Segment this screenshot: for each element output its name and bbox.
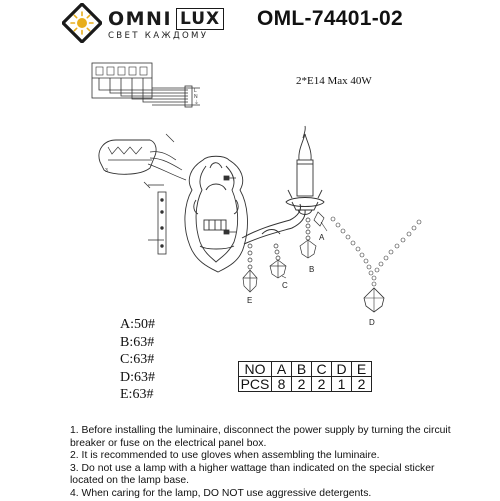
table-row — [239, 377, 372, 392]
note-item: 1. Before installing the luminaire, disconnect the power supply by turning the circuit breaker or fuse on the electrical panel box. — [70, 425, 451, 449]
table-cell: 2 — [312, 377, 332, 392]
svg-text:⏚: ⏚ — [194, 100, 200, 106]
material-item: A:50# — [120, 317, 155, 332]
crystal-material-list — [120, 316, 155, 404]
callout-c: C — [282, 281, 288, 290]
svg-text:L: L — [194, 88, 197, 94]
svg-text:3: 3 — [105, 168, 108, 174]
table-header-cell: C — [312, 362, 332, 377]
terminal-block-diagram — [92, 63, 200, 107]
assembly-drawing — [0, 50, 500, 380]
wall-bracket — [144, 182, 166, 254]
safety-notes — [70, 425, 470, 501]
note-item: 3. Do not use a lamp with a higher wattage than indicated on the special sticker located on the lamp base. — [70, 462, 435, 487]
callout-d: D — [369, 318, 375, 327]
table-cell: 2 — [352, 377, 372, 392]
model-number: OML-74401-02 — [257, 7, 403, 30]
material-item: B:63# — [120, 334, 155, 350]
diamond-sun-icon — [62, 3, 102, 43]
parts-quantity-table — [238, 361, 372, 392]
table-cell: 2 — [292, 377, 312, 392]
wiring-detail — [99, 134, 186, 180]
material-item: D:63# — [120, 369, 155, 385]
candle-bulb — [297, 126, 313, 196]
material-item: E:63# — [120, 387, 154, 402]
callout-b: B — [309, 265, 315, 274]
table-cell: 1 — [332, 377, 352, 392]
table-cell: 8 — [272, 377, 292, 392]
crystal-b — [300, 218, 316, 258]
table-header-cell: A — [272, 362, 292, 377]
table-header-row — [239, 362, 372, 377]
bulb-spec: 2*E14 Max 40W — [296, 75, 372, 87]
crystal-c — [270, 244, 286, 278]
svg-text:N: N — [194, 94, 198, 100]
brand-name — [108, 7, 224, 31]
brand-tagline: СВЕТ КАЖДОМУ — [108, 31, 209, 41]
note-item: 4. When caring for the lamp, DO NOT use aggressive detergents. — [70, 487, 372, 499]
table-header-cell: D — [332, 362, 352, 377]
note-item: 2. It is recommended to use gloves when assembling the luminaire. — [70, 450, 380, 462]
crystal-chain-d — [331, 217, 421, 312]
callout-e: E — [247, 296, 253, 305]
table-header-cell: NO — [239, 362, 272, 377]
crystal-e — [243, 244, 257, 292]
back-plate — [185, 156, 248, 272]
brand-name-omni: OMNI — [108, 8, 173, 30]
material-item: C:63# — [120, 352, 155, 367]
table-header-cell: E — [352, 362, 372, 377]
brand-name-lux: LUX — [176, 8, 224, 30]
table-header-cell: B — [292, 362, 312, 377]
callout-a: A — [319, 233, 325, 242]
table-cell: PCS — [239, 377, 272, 392]
